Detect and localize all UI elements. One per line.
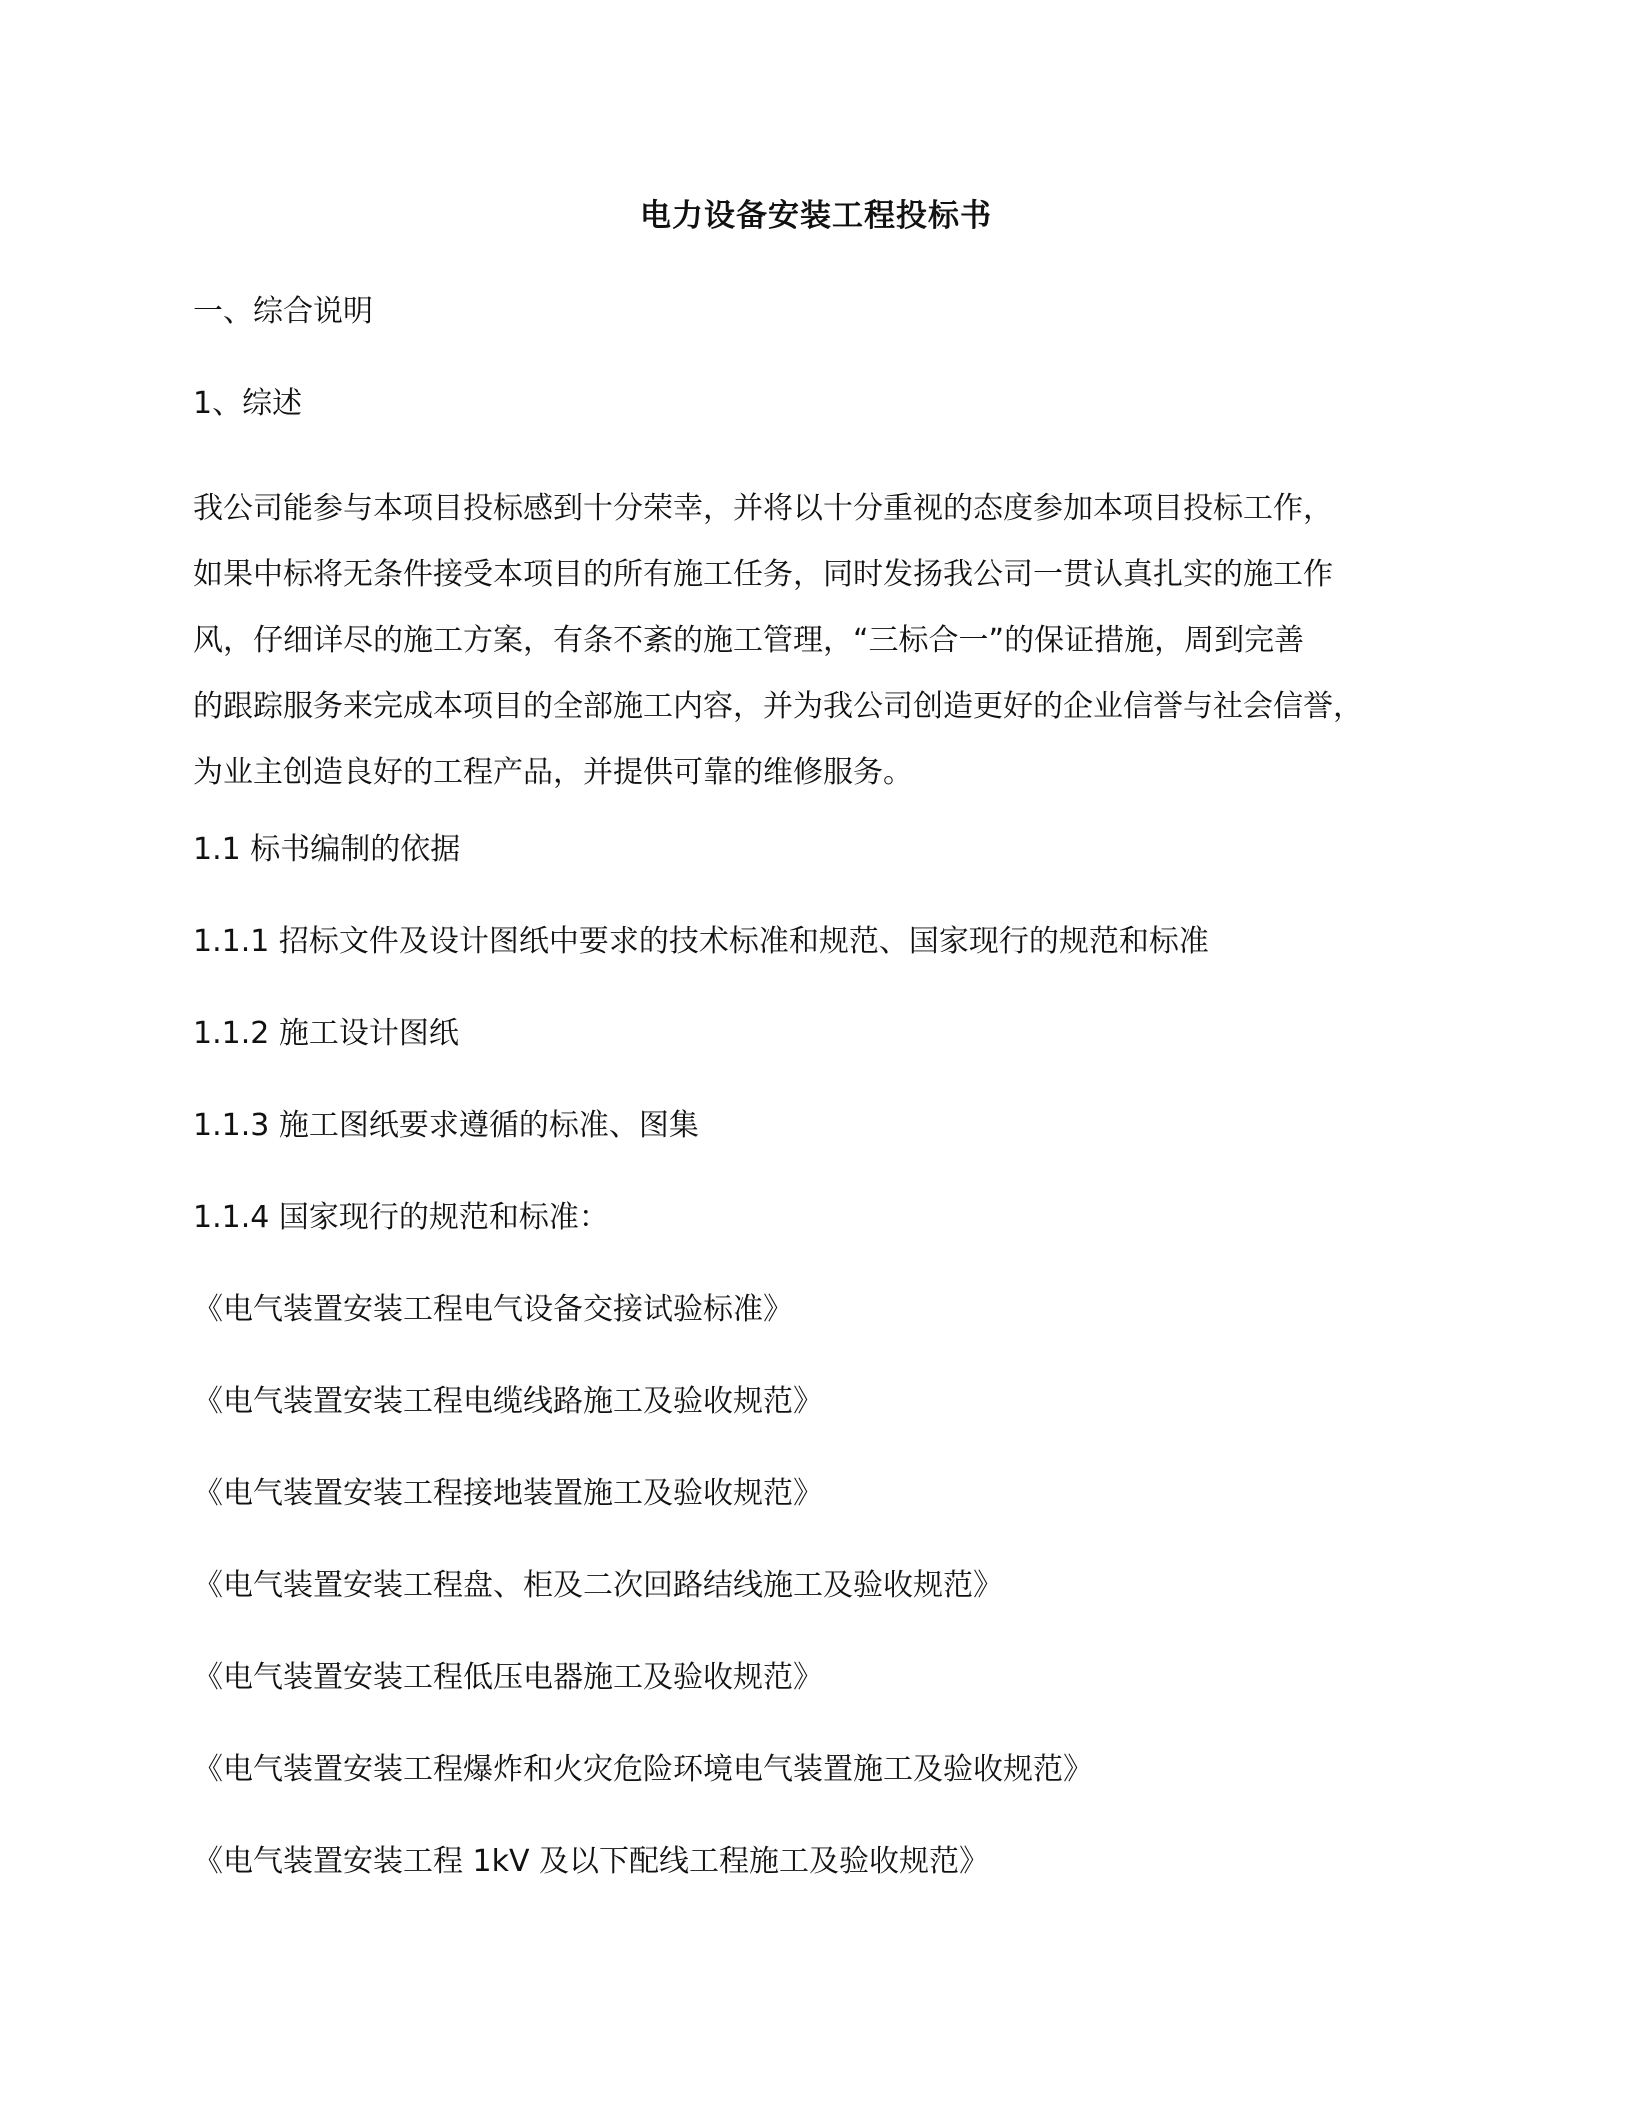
document-title: 电力设备安装工程投标书 — [640, 198, 992, 234]
intro-paragraph-line: 的跟踪服务来完成本项目的全部施工内容，并为我公司创造更好的企业信誉与社会信誉， — [193, 689, 1363, 724]
standard-item: 《电气装置安装工程接地装置施工及验收规范》 — [193, 1476, 823, 1511]
standard-item: 《电气装置安装工程电气设备交接试验标准》 — [193, 1292, 793, 1327]
standard-item: 《电气装置安装工程电缆线路施工及验收规范》 — [193, 1384, 823, 1419]
basis-item: 1.1.4 国家现行的规范和标准： — [193, 1200, 609, 1235]
intro-paragraph-line: 如果中标将无条件接受本项目的所有施工任务，同时发扬我公司一贯认真扎实的施工作 — [193, 557, 1333, 592]
basis-heading: 1.1 标书编制的依据 — [193, 832, 461, 867]
basis-item: 1.1.3 施工图纸要求遵循的标准、图集 — [193, 1108, 699, 1143]
intro-paragraph-line: 我公司能参与本项目投标感到十分荣幸，并将以十分重视的态度参加本项目投标工作， — [193, 491, 1333, 526]
intro-paragraph-line: 风，仔细详尽的施工方案，有条不紊的施工管理，“三标合一”的保证措施，周到完善 — [193, 623, 1305, 658]
basis-item: 1.1.2 施工设计图纸 — [193, 1016, 459, 1051]
intro-paragraph — [193, 476, 1443, 806]
subsection-heading: 1、综述 — [193, 386, 303, 421]
standard-item: 《电气装置安装工程 1kV 及以下配线工程施工及验收规范》 — [193, 1844, 990, 1879]
standard-item: 《电气装置安装工程爆炸和火灾危险环境电气装置施工及验收规范》 — [193, 1752, 1093, 1787]
standard-item: 《电气装置安装工程盘、柜及二次回路结线施工及验收规范》 — [193, 1568, 1003, 1603]
basis-item: 1.1.1 招标文件及设计图纸中要求的技术标准和规范、国家现行的规范和标准 — [193, 924, 1209, 959]
standard-item: 《电气装置安装工程低压电器施工及验收规范》 — [193, 1660, 823, 1695]
section-heading: 一、综合说明 — [193, 294, 373, 329]
intro-paragraph-line: 为业主创造良好的工程产品，并提供可靠的维修服务。 — [193, 755, 913, 790]
